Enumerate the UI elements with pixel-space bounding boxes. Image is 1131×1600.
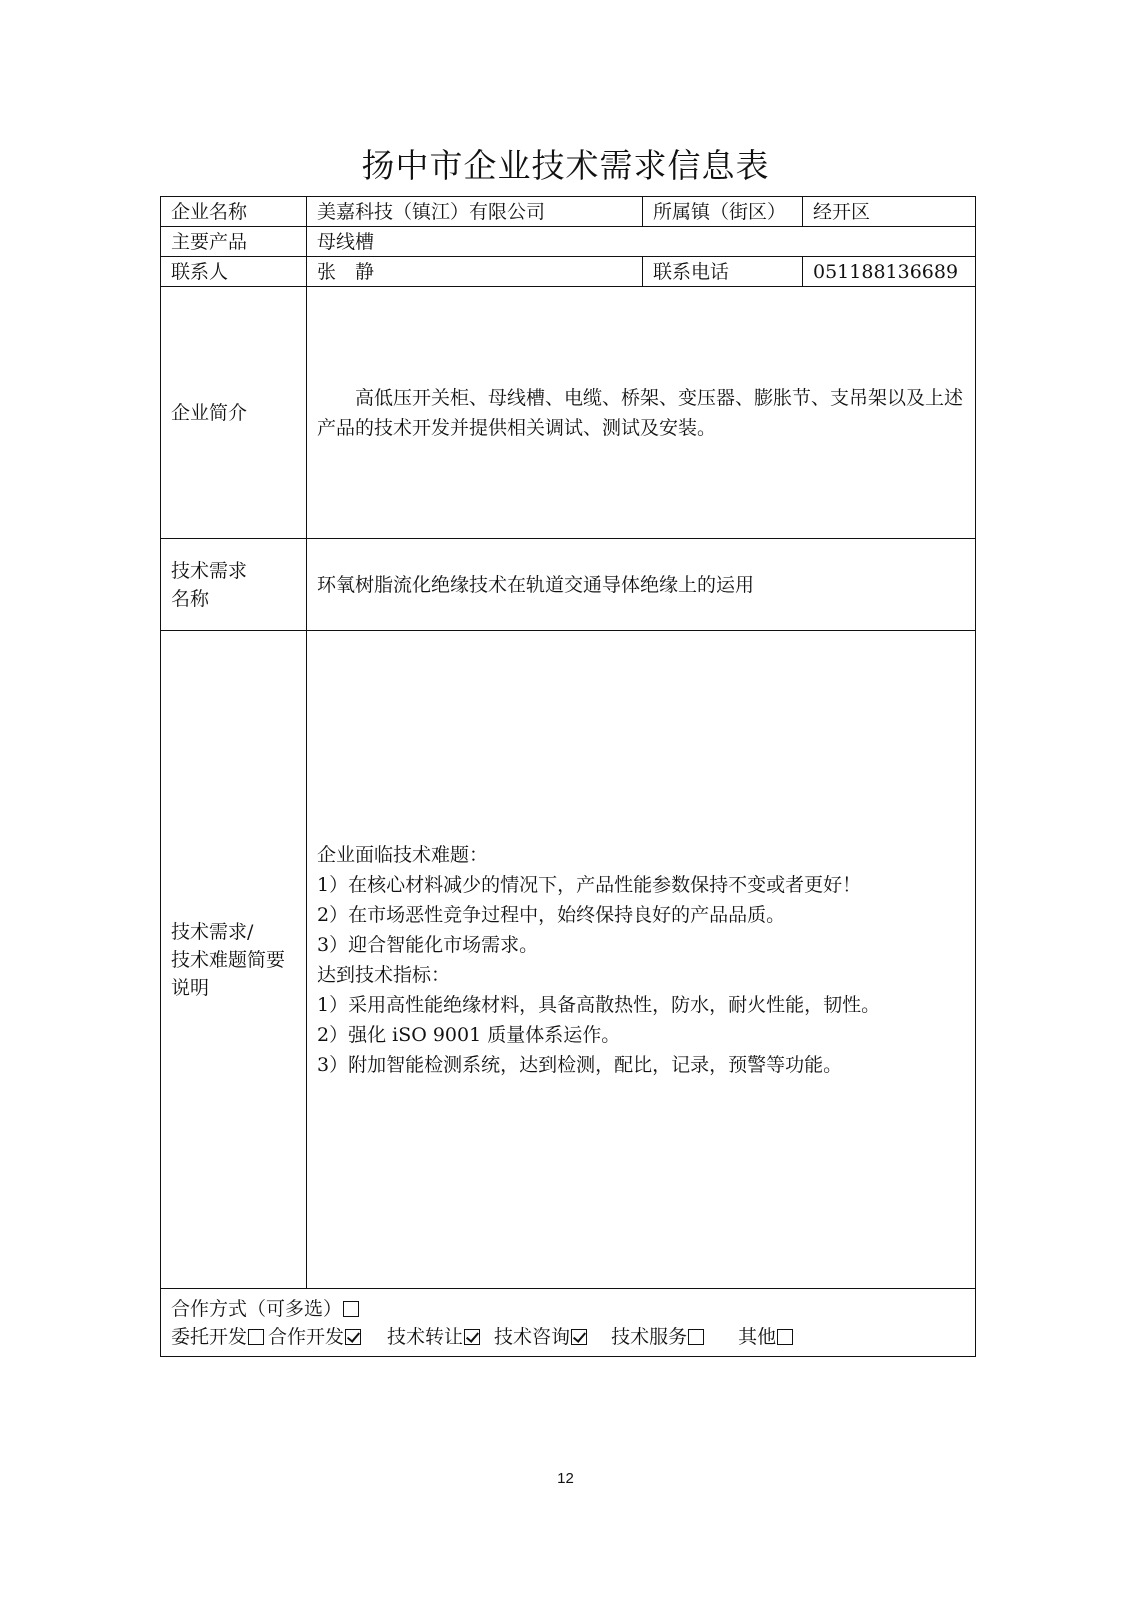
page-title: 扬中市企业技术需求信息表 bbox=[361, 146, 770, 185]
row-description bbox=[161, 631, 976, 1289]
checked-checkbox-icon[interactable] bbox=[464, 1329, 480, 1345]
option-technology-transfer[interactable] bbox=[387, 1326, 480, 1348]
description-cell bbox=[307, 631, 976, 1289]
option-technical-service[interactable] bbox=[611, 1326, 704, 1348]
description-label bbox=[161, 631, 307, 1289]
cooperation-options bbox=[171, 1323, 965, 1351]
intro-cell bbox=[307, 287, 976, 539]
option-label: 技术咨询 bbox=[494, 1325, 571, 1348]
checkbox-icon[interactable] bbox=[343, 1301, 359, 1317]
description-line: 2）强化 iSO 9001 质量体系运作。 bbox=[317, 1023, 621, 1046]
cooperation-title-line bbox=[171, 1295, 965, 1323]
row-company bbox=[161, 197, 976, 227]
option-label: 其他 bbox=[738, 1325, 777, 1348]
description-label-line-2: 技术难题简要 bbox=[171, 948, 286, 971]
row-need-name bbox=[161, 539, 976, 631]
option-label: 合作开发 bbox=[268, 1325, 345, 1348]
phone-label: 联系电话 bbox=[643, 257, 803, 287]
need-name-value: 环氧树脂流化绝缘技术在轨道交通导体绝缘上的运用 bbox=[307, 539, 976, 631]
description-list bbox=[317, 840, 965, 1080]
description-line: 1）在核心材料减少的情况下，产品性能参数保持不变或者更好！ bbox=[317, 873, 862, 896]
cooperation-cell bbox=[161, 1289, 976, 1357]
cooperation-title: 合作方式（可多选） bbox=[171, 1297, 343, 1320]
tech-demand-form bbox=[160, 196, 976, 1357]
option-label: 委托开发 bbox=[171, 1325, 248, 1348]
description-label-line-3: 说明 bbox=[171, 976, 210, 999]
option-technical-consulting[interactable] bbox=[494, 1326, 587, 1348]
company-name-value: 美嘉科技（镇江）有限公司 bbox=[307, 197, 643, 227]
description-line: 3）迎合智能化市场需求。 bbox=[317, 933, 539, 956]
description-line: 企业面临技术难题： bbox=[317, 843, 489, 866]
description-line: 2）在市场恶性竞争过程中，始终保持良好的产品品质。 bbox=[317, 903, 786, 926]
contact-label: 联系人 bbox=[161, 257, 307, 287]
option-commissioned-development[interactable] bbox=[171, 1326, 264, 1348]
contact-value: 张 静 bbox=[307, 257, 643, 287]
checked-checkbox-icon[interactable] bbox=[345, 1329, 361, 1345]
description-line: 达到技术指标： bbox=[317, 963, 451, 986]
description-line: 1）采用高性能绝缘材料，具备高散热性，防水，耐火性能，韧性。 bbox=[317, 993, 881, 1016]
phone-value: 051188136689 bbox=[803, 257, 976, 287]
company-name-label: 企业名称 bbox=[161, 197, 307, 227]
row-contact bbox=[161, 257, 976, 287]
need-name-label bbox=[161, 539, 307, 631]
option-label: 技术服务 bbox=[611, 1325, 688, 1348]
checkbox-icon[interactable] bbox=[777, 1329, 793, 1345]
row-products bbox=[161, 227, 976, 257]
description-line: 3）附加智能检测系统，达到检测，配比，记录，预警等功能。 bbox=[317, 1053, 843, 1076]
option-cooperative-development[interactable] bbox=[268, 1326, 361, 1348]
checkbox-icon[interactable] bbox=[248, 1329, 264, 1345]
intro-label: 企业简介 bbox=[161, 287, 307, 539]
need-name-label-line-2: 名称 bbox=[171, 587, 210, 610]
description-label-line-1: 技术需求/ bbox=[171, 920, 254, 943]
page-number: 12 bbox=[557, 1470, 574, 1487]
town-label: 所属镇（街区） bbox=[643, 197, 803, 227]
town-value: 经开区 bbox=[803, 197, 976, 227]
products-value: 母线槽 bbox=[307, 227, 976, 257]
row-intro bbox=[161, 287, 976, 539]
checkbox-icon[interactable] bbox=[688, 1329, 704, 1345]
option-label: 技术转让 bbox=[387, 1325, 464, 1348]
checked-checkbox-icon[interactable] bbox=[571, 1329, 587, 1345]
row-cooperation bbox=[161, 1289, 976, 1357]
need-name-label-line-1: 技术需求 bbox=[171, 559, 248, 582]
products-label: 主要产品 bbox=[161, 227, 307, 257]
option-other[interactable] bbox=[738, 1326, 793, 1348]
intro-text: 高低压开关柜、母线槽、电缆、桥架、变压器、膨胀节、支吊架以及上述产品的技术开发并提供相关调试、测试及安装。 bbox=[317, 386, 964, 439]
